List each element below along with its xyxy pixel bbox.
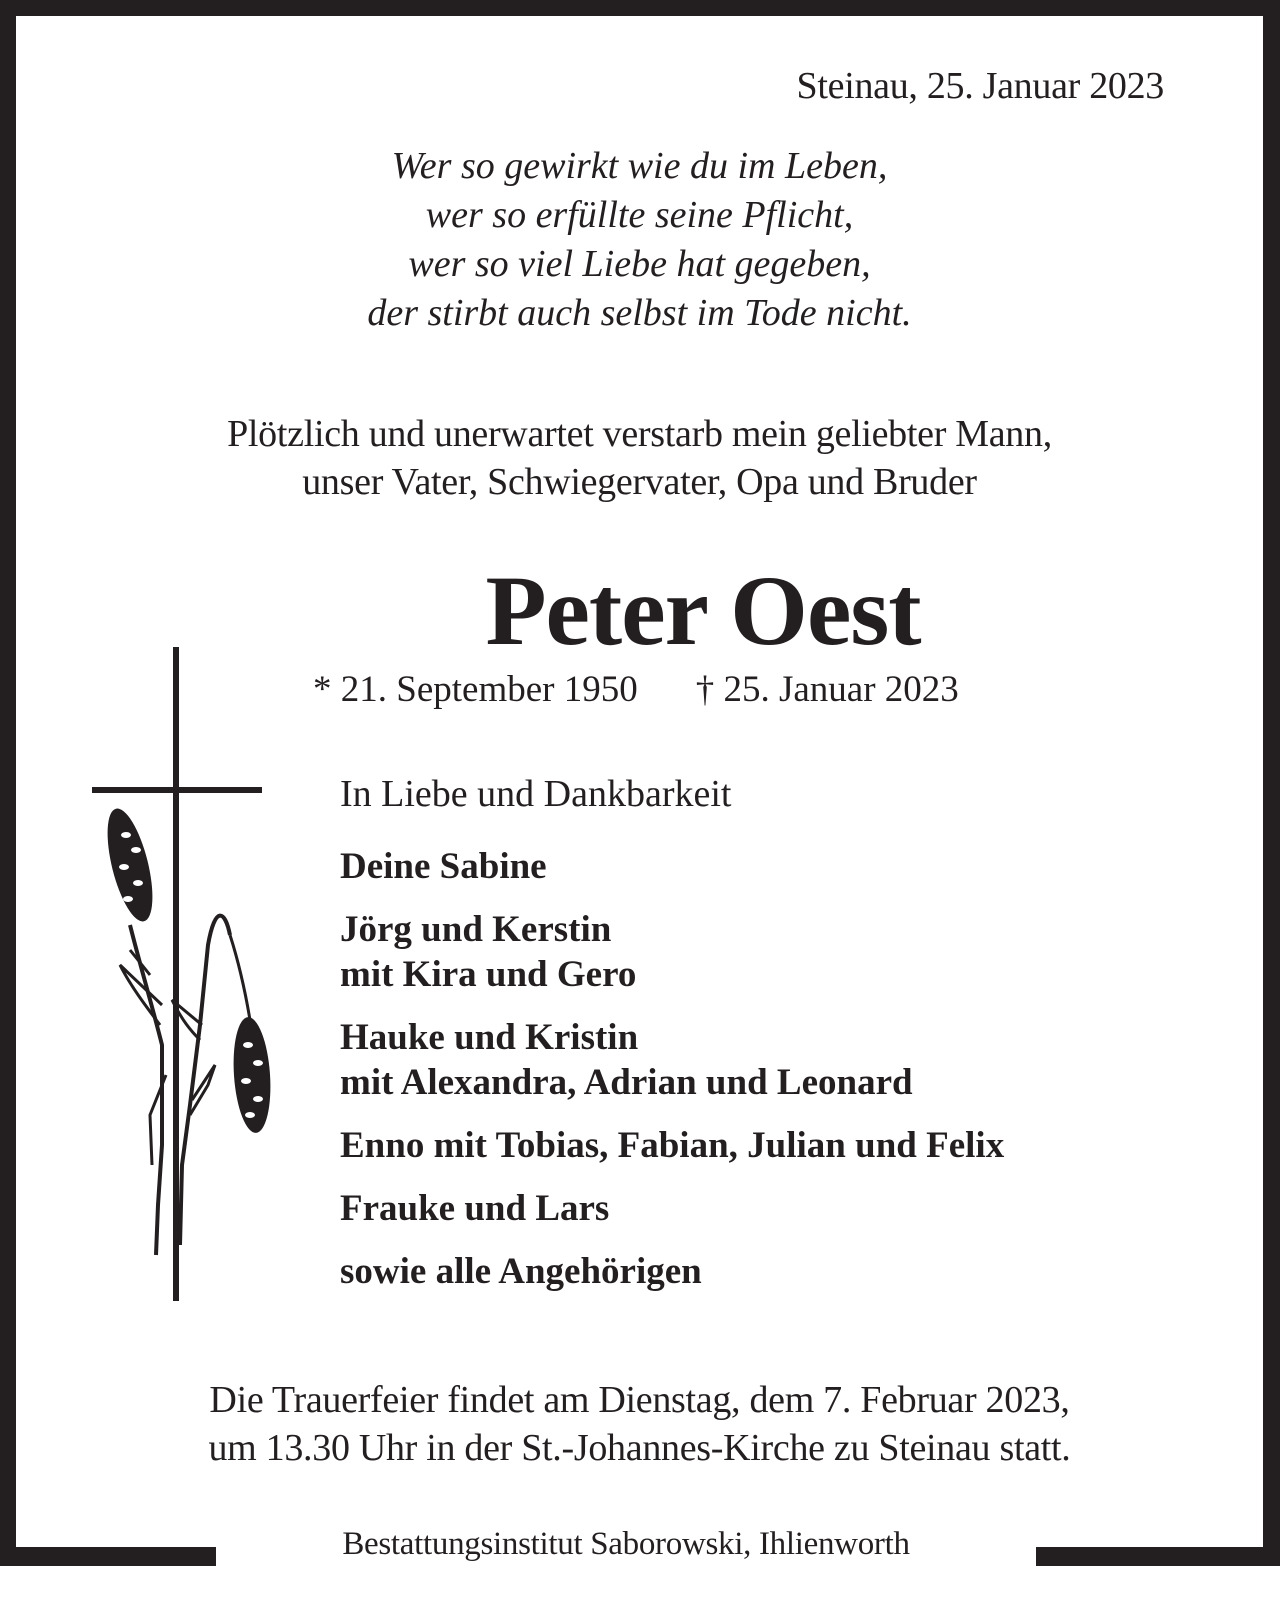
mourner-group — [340, 1249, 1004, 1294]
frame-border-top — [0, 0, 1280, 16]
mourner-line: mit Kira und Gero — [340, 954, 637, 995]
announcement-line: Plötzlich und unerwartet verstarb mein geliebter Mann, — [227, 413, 1052, 455]
frame-border-right — [1263, 0, 1280, 1566]
mourner-group — [340, 1123, 1004, 1168]
mourner-line: Deine Sabine — [340, 846, 547, 887]
frame-border-bottom-right — [1036, 1547, 1280, 1566]
frame-border-bottom-left — [0, 1547, 216, 1566]
birth-date: * 21. September 1950 — [313, 669, 638, 710]
mourner-line: Frauke und Lars — [340, 1188, 610, 1229]
funeral-service-info — [16, 1376, 1263, 1472]
poem-line: wer so viel Liebe hat gegeben, — [408, 243, 871, 285]
death-date: † 25. Januar 2023 — [695, 669, 959, 710]
service-line: Die Trauerfeier findet am Dienstag, dem 7. Februar 2023, — [209, 1379, 1070, 1421]
poem-line: der stirbt auch selbst im Tode nicht. — [367, 292, 912, 334]
mourner-line: Jörg und Kerstin — [340, 909, 612, 950]
funeral-home: Bestattungsinstitut Saborowski, Ihlienworth — [342, 1526, 910, 1562]
mourner-line: Hauke und Kristin — [340, 1017, 639, 1058]
mourner-group — [340, 1015, 1004, 1105]
mourner-group — [340, 844, 1004, 889]
poem-line: wer so erfüllte seine Pflicht, — [425, 194, 854, 236]
death-announcement — [16, 410, 1263, 506]
mourner-group — [340, 1186, 1004, 1231]
mourner-line: sowie alle Angehörigen — [340, 1251, 702, 1292]
announcement-line: unser Vater, Schwiegervater, Opa und Bruder — [302, 461, 977, 503]
poem-line: Wer so gewirkt wie du im Leben, — [391, 145, 888, 187]
service-line: um 13.30 Uhr in der St.-Johannes-Kirche zu Steinau statt. — [208, 1427, 1071, 1469]
mourner-group — [340, 907, 1004, 997]
poem — [16, 142, 1263, 338]
deceased-name: Peter Oest — [485, 555, 921, 666]
mourners-intro: In Liebe und Dankbarkeit — [340, 773, 732, 815]
place-date: Steinau, 25. Januar 2023 — [796, 65, 1164, 107]
mourner-line: mit Alexandra, Adrian und Leonard — [340, 1062, 913, 1103]
mourner-line: Enno mit Tobias, Fabian, Julian und Felix — [340, 1125, 1005, 1166]
mourners-list — [340, 844, 1004, 1312]
frame-border-left — [0, 0, 16, 1566]
life-dates — [313, 668, 959, 711]
cross-with-wheat-icon — [90, 645, 280, 1305]
